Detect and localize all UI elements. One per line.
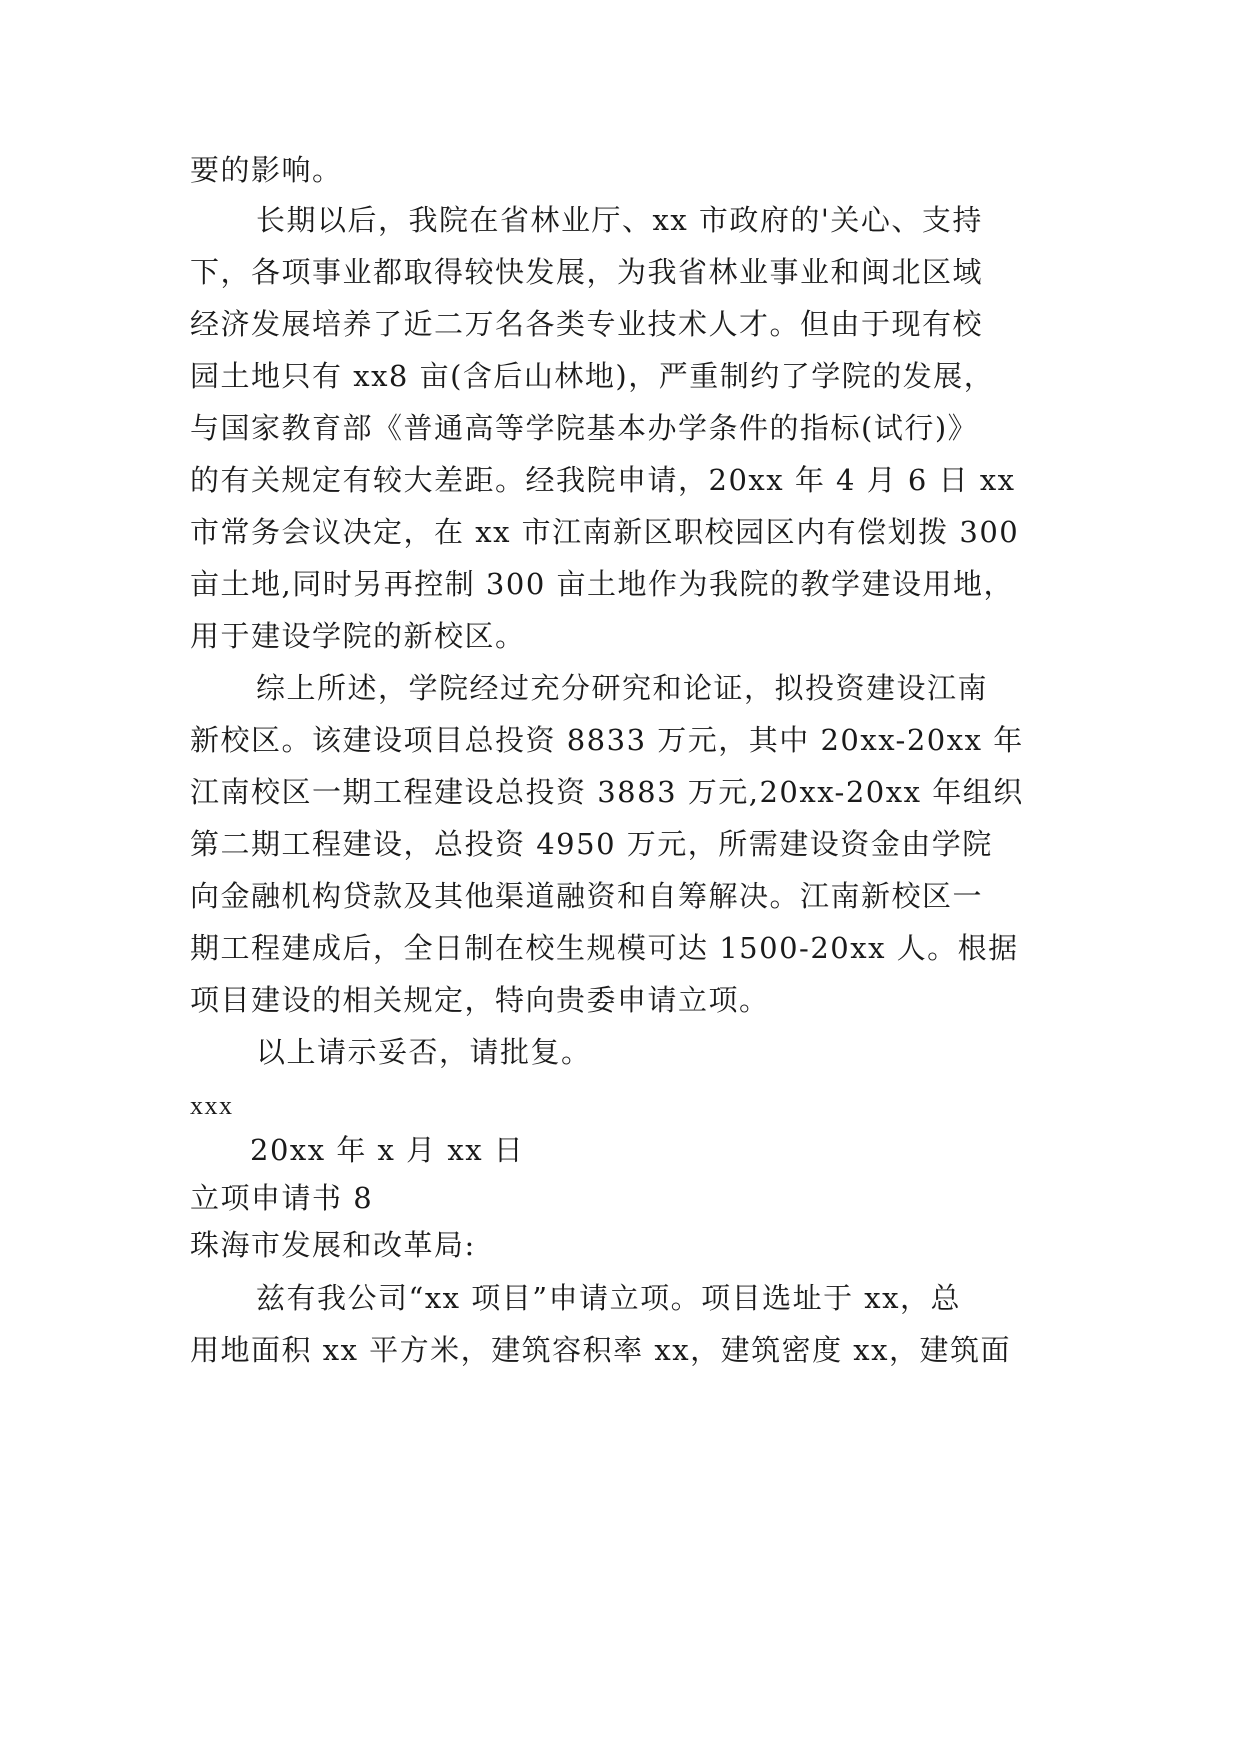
text-line: 第二期工程建设，总投资 4950 万元，所需建设资金由学院 xyxy=(190,827,993,861)
text-line: 的有关规定有较大差距。经我院申请，20xx 年 4 月 6 日 xx xyxy=(190,463,1016,497)
text-line: 期工程建成后，全日制在校生规模可达 1500-20xx 人。根据 xyxy=(190,931,1019,965)
recipient-line: 珠海市发展和改革局: xyxy=(190,1228,476,1262)
text-line: 综上所述，学院经过充分研究和论证，拟投资建设江南 xyxy=(256,671,989,705)
text-line: 项目建设的相关规定，特向贵委申请立项。 xyxy=(190,983,770,1017)
signature-name: xxx xyxy=(190,1091,234,1120)
text-line: 以上请示妥否，请批复。 xyxy=(256,1035,592,1069)
text-line: 与国家教育部《普通高等学院基本办学条件的指标(试行)》 xyxy=(190,411,979,445)
document-date: 20xx 年 x 月 xx 日 xyxy=(250,1133,525,1167)
section-title: 立项申请书 8 xyxy=(190,1181,374,1215)
text-line: 向金融机构贷款及其他渠道融资和自筹解决。江南新校区一 xyxy=(190,879,984,913)
text-line: 兹有我公司“xx 项目”申请立项。项目选址于 xx，总 xyxy=(256,1281,962,1315)
text-line: 亩土地,同时另再控制 300 亩土地作为我院的教学建设用地， xyxy=(190,567,1015,601)
text-line: 经济发展培养了近二万名各类专业技术人才。但由于现有校 xyxy=(190,307,984,341)
text-line: 园土地只有 xx8 亩(含后山林地)，严重制约了学院的发展， xyxy=(190,359,995,393)
text-line: 新校区。该建设项目总投资 8833 万元，其中 20xx-20xx 年 xyxy=(190,723,1024,757)
text-line: 市常务会议决定，在 xx 市江南新区职校园区内有偿划拨 300 xyxy=(190,515,1020,549)
text-line: 用地面积 xx 平方米，建筑容积率 xx，建筑密度 xx，建筑面 xyxy=(190,1333,1012,1367)
text-line: 下，各项事业都取得较快发展，为我省林业事业和闽北区域 xyxy=(190,255,984,289)
text-line: 江南校区一期工程建设总投资 3883 万元,20xx-20xx 年组织 xyxy=(190,775,1024,809)
text-line: 长期以后，我院在省林业厅、xx 市政府的'关心、支持 xyxy=(256,203,983,237)
text-line: 用于建设学院的新校区。 xyxy=(190,619,526,653)
text-line: 要的影响。 xyxy=(190,153,343,187)
